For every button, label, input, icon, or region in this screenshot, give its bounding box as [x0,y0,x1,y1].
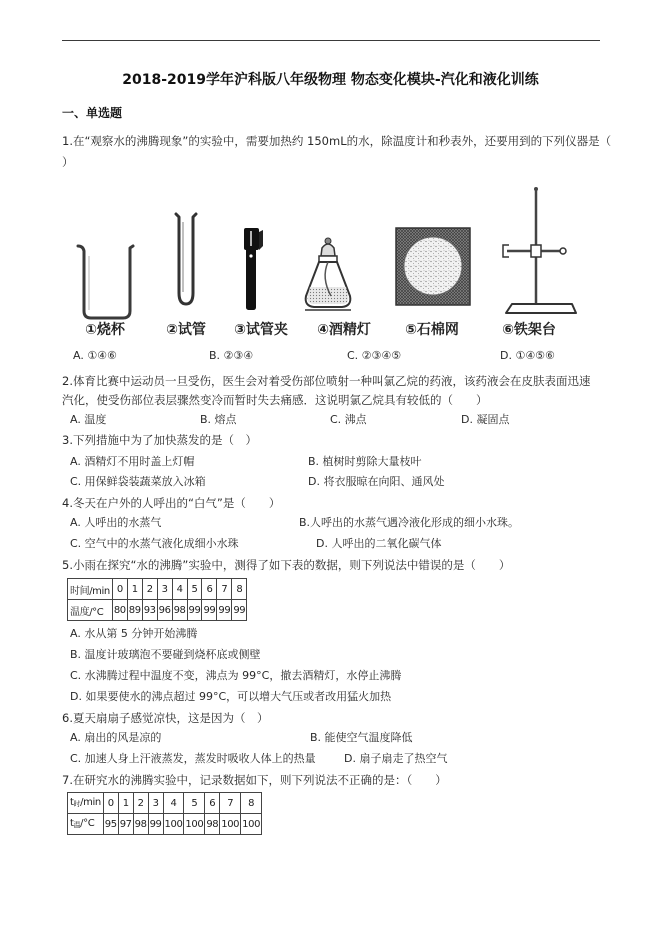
q3-option-c: C. 用保鲜袋装蔬菜放入冰箱 [70,475,206,488]
q5-stem: 5.小雨在探究“水的沸腾”实验中，测得了如下表的数据，则下列说法中错误的是（ ） [62,558,511,572]
q3-stem: 3.下列措施中为了加快蒸发的是（ ） [62,433,257,447]
table-cell: 2 [142,579,157,600]
q5-option-b: B. 温度计玻璃泡不要碰到烧杯底或侧壁 [70,648,261,661]
table-cell: 80 [112,600,127,621]
q1-option-a: A. ①④⑥ [73,349,117,362]
table-cell: 99 [187,600,202,621]
table-cell: 3 [148,793,163,814]
table-cell: 95 [103,814,118,835]
label-symbol: t [70,818,74,829]
q6-option-d: D. 扇子扇走了热空气 [344,752,448,765]
q2-option-a: A. 温度 [70,413,107,426]
q6-stem: 6.夏天扇扇子感觉凉快，这是因为（ ） [62,711,269,725]
label-symbol: t [70,797,74,808]
table-cell: 5 [187,579,202,600]
label-unit: /min [80,797,101,808]
table-cell: 99 [232,600,247,621]
q5-data-table [67,578,247,621]
table-cell: 温度/°C [68,600,113,621]
table-cell: 93 [142,600,157,621]
q7-data-table [67,792,262,835]
label-unit: /°C [80,818,95,829]
table-row-label [68,793,104,814]
table-cell: 0 [112,579,127,600]
table-row-label [68,814,104,835]
table-cell: 5 [184,793,205,814]
table-cell: 97 [118,814,133,835]
table-row [68,814,262,835]
table-cell: 4 [172,579,187,600]
iron-stand-icon [503,187,576,313]
alcohol-lamp-icon [305,238,351,310]
table-row [68,600,247,621]
table-cell: 100 [184,814,205,835]
table-cell: 98 [172,600,187,621]
table-cell: 6 [202,579,217,600]
figure-label-asbestos-gauze: ⑤石棉网 [405,322,459,338]
q3-option-d: D. 将衣服晾在向阳、通风处 [308,475,445,488]
figure-label-test-tube: ②试管 [166,322,206,338]
section-title: 一、单选题 [62,106,123,120]
table-cell: 100 [241,814,262,835]
table-cell: 3 [157,579,172,600]
figure-label-iron-stand: ⑥铁架台 [502,322,556,338]
table-row [68,793,262,814]
q4-stem: 4.冬天在户外的人呼出的“白气”是（ ） [62,496,281,510]
figure-label-test-tube-clamp: ③试管夹 [234,322,288,338]
q5-option-d: D. 如果要使水的沸点超过 99°C，可以增大气压或者改用猛火加热 [70,690,392,703]
label-subscript: 温 [73,821,81,829]
q5-option-c: C. 水沸腾过程中温度不变，沸点为 99°C，撤去酒精灯，水停止沸腾 [70,669,402,682]
test-tube-icon [176,214,196,304]
q3-option-a: A. 酒精灯不用时盖上灯帽 [70,455,195,468]
q1-stem-line-2: ） [62,155,74,169]
table-cell: 1 [127,579,142,600]
table-row [68,579,247,600]
label-subscript: 时 [73,800,81,808]
q1-stem-line-1: 1.在“观察水的沸腾现象”的实验中，需要加热约 150mL的水，除温度计和秒表外，还要用到的下列仪器是（ [62,134,612,148]
q2-option-b: B. 熔点 [200,413,237,426]
q4-option-b: B.人呼出的水蒸气遇冷液化形成的细小水珠。 [299,516,520,529]
table-cell: 时间/min [68,579,113,600]
q6-option-b: B. 能使空气温度降低 [310,731,413,744]
table-cell: 8 [232,579,247,600]
q4-option-c: C. 空气中的水蒸气液化成细小水珠 [70,537,239,550]
q1-option-d: D. ①④⑤⑥ [500,349,555,362]
q6-option-a: A. 扇出的风是凉的 [70,731,162,744]
q2-option-d: D. 凝固点 [461,413,510,426]
q2-stem-line-1: 2.体育比赛中运动员一旦受伤，医生会对着受伤部位喷射一种叫氯乙烷的药液，该药液会在皮肤表面迅速 [62,374,591,388]
page-title: 2018-2019学年沪科版八年级物理 物态变化模块-汽化和液化训练 [122,72,539,88]
q3-option-b: B. 植树时剪除大量枝叶 [308,455,422,468]
table-cell: 96 [157,600,172,621]
table-cell: 7 [217,579,232,600]
q2-option-c: C. 沸点 [330,413,367,426]
table-cell: 89 [127,600,142,621]
asbestos-gauze-icon [396,228,470,305]
table-cell: 4 [163,793,184,814]
q2-stem-line-2: 汽化，使受伤部位表层骤然变冷而暂时失去痛感．这说明氯乙烷具有较低的（ ） [62,393,488,407]
figure-label-beaker: ①烧杯 [85,322,125,338]
figure-label-alcohol-lamp: ④酒精灯 [317,322,371,338]
q1-option-c: C. ②③④⑤ [347,349,402,362]
test-tube-clamp-icon [244,228,263,310]
table-cell: 2 [133,793,148,814]
table-cell: 8 [241,793,262,814]
q1-option-b: B. ②③④ [209,349,254,362]
q6-option-c: C. 加速人身上汗液蒸发，蒸发时吸收人体上的热量 [70,752,316,765]
q5-option-a: A. 水从第 5 分钟开始沸腾 [70,627,198,640]
table-cell: 100 [220,814,241,835]
table-cell: 7 [220,793,241,814]
q4-option-d: D. 人呼出的二氧化碳气体 [316,537,442,550]
header-rule [62,40,600,41]
table-cell: 99 [217,600,232,621]
q1-apparatus-figure [0,180,661,320]
q4-option-a: A. 人呼出的水蒸气 [70,516,162,529]
table-cell: 100 [163,814,184,835]
table-cell: 99 [202,600,217,621]
table-cell: 0 [103,793,118,814]
beaker-icon [78,246,133,318]
q7-stem: 7.在研究水的沸腾实验中，记录数据如下，则下列说法不正确的是：（ ） [62,773,447,787]
table-cell: 99 [148,814,163,835]
table-cell: 98 [205,814,220,835]
table-cell: 1 [118,793,133,814]
table-cell: 98 [133,814,148,835]
table-cell: 6 [205,793,220,814]
